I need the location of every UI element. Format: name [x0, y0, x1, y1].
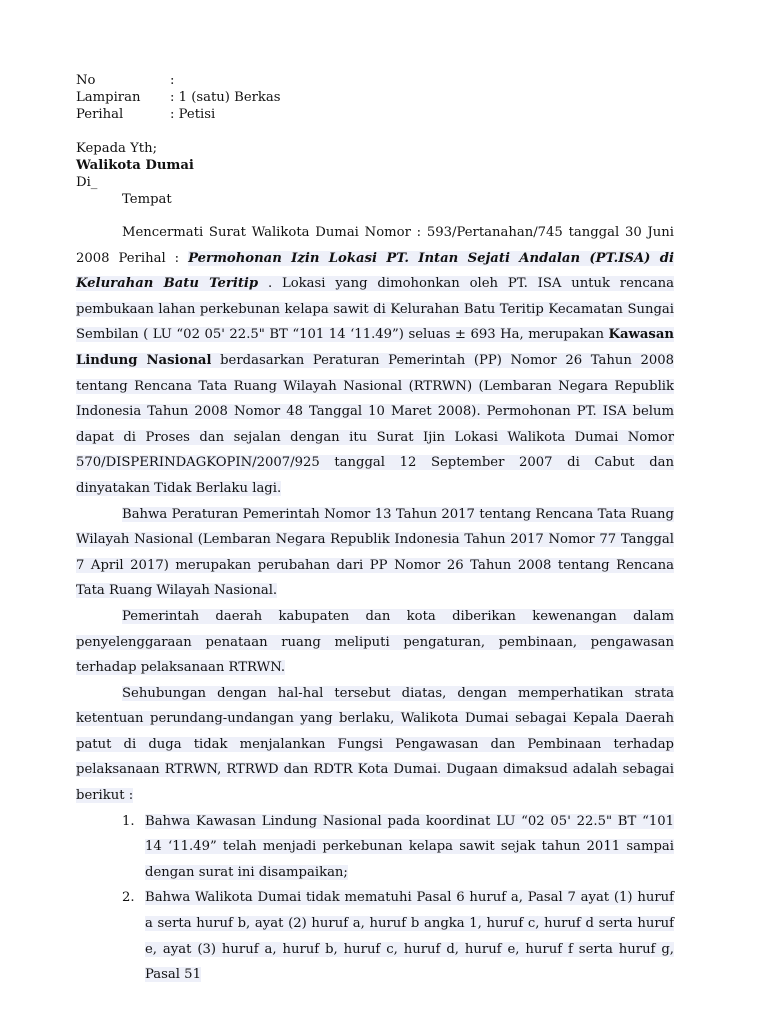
numbered-list — [76, 809, 674, 988]
list-item-number: 1. — [122, 813, 135, 829]
list-item — [76, 809, 674, 886]
p1-intro: Mencermati Surat Walikota Dumai Nomor : 593/Pertanahan/745 tanggal 30 Juni 2008 Perihal : — [76, 225, 674, 266]
recipient-di: Di_ — [76, 175, 98, 190]
p1-rest: berdasarkan Peraturan Pemerintah (PP) Nomor 26 Tahun 2008 tentang Rencana Tata Ruang Wilayah Nasional (RTRWN) (Lembaran Negara Republik Indonesia Tahun 2008 Nomor 48 Tanggal 10 Maret 2008). Permohonan PT. ISA belum dapat di Proses dan sejalan dengan itu Surat Ijin Lokasi Walikota Dumai Nomor 570/DISPERINDAGKOPIN/2007/925 tanggal 12 September 2007 di Cabut dan dinyatakan Tidak Berlaku lagi. — [76, 352, 675, 496]
list-item — [76, 885, 674, 987]
p1-kawasan: Kawasan Lindung Nasional — [76, 327, 674, 368]
recipient-tempat: Tempat — [122, 192, 172, 207]
p1-location: . Lokasi yang dimohonkan oleh PT. ISA untuk rencana pembukaan lahan perkebunan kelapa sawit di Kelurahan Batu Teritip Kecamatan Sungai Sembilan ( LU “02 05' 22.5" BT “101 14 ‘11.49”) seluas ± 693 Ha, merupakan — [76, 276, 674, 343]
recipient-name: Walikota Dumai — [76, 158, 194, 173]
lampiran-value: : 1 (satu) Berkas — [170, 90, 281, 105]
header-lampiran-row — [76, 89, 281, 106]
list-item-text: Bahwa Walikota Dumai tidak mematuhi Pasal 6 huruf a, Pasal 7 ayat (1) huruf a serta huruf b, ayat (2) huruf a, huruf b angka 1, huruf c, huruf d serta huruf e, ayat (3) huruf a, huruf b, huruf c, huruf d, huruf e, huruf f serta huruf g, Pasal 51 — [145, 890, 674, 983]
no-value: : — [170, 73, 175, 88]
paragraph-4 — [76, 681, 674, 809]
paragraph-1 — [76, 220, 674, 502]
p1-subject: Permohonan Izin Lokasi PT. Intan Sejati Andalan (PT.ISA) di Kelurahan Batu Teritip — [76, 250, 675, 292]
header-no-row — [76, 72, 174, 89]
list-item-text: Bahwa Kawasan Lindung Nasional pada koordinat LU “02 05' 22.5" BT “101 14 ‘11.49” telah menjadi perkebunan kelapa sawit sejak tahun 2011 sampai dengan surat ini disampaikan; — [145, 813, 674, 880]
no-label: No — [76, 73, 96, 88]
perihal-label: Perihal — [76, 107, 124, 122]
letter-body — [76, 220, 674, 988]
p3-text: Pemerintah daerah kabupaten dan kota diberikan kewenangan dalam penyelenggaraan penataan ruang meliputi pengaturan, pembinaan, pengawasan terhadap pelaksanaan RTRWN. — [76, 608, 674, 676]
perihal-value: : Petisi — [170, 107, 216, 122]
paragraph-2 — [76, 502, 674, 604]
list-item-number: 2. — [122, 890, 135, 906]
paragraph-3 — [76, 604, 674, 681]
p2-text: Bahwa Peraturan Pemerintah Nomor 13 Tahun 2017 tentang Rencana Tata Ruang Wilayah Nasional (Lembaran Negara Republik Indonesia Tahun 2017 Nomor 77 Tanggal 7 April 2017) merupakan perubahan dari PP Nomor 26 Tahun 2008 tentang Rencana Tata Ruang Wilayah Nasional. — [76, 506, 674, 599]
recipient-greeting: Kepada Yth; — [76, 141, 158, 156]
header-perihal-row — [76, 106, 215, 123]
lampiran-label: Lampiran — [76, 90, 141, 105]
p4-text: Sehubungan dengan hal-hal tersebut diatas, dengan memperhatikan strata ketentuan perundang-undangan yang berlaku, Walikota Dumai sebagai Kepala Daerah patut di duga tidak menjalankan Fungsi Pengawasan dan Pembinaan terhadap pelaksanaan RTRWN, RTRWD dan RDTR Kota Dumai. Dugaan dimaksud adalah sebagai berikut : — [76, 685, 674, 804]
